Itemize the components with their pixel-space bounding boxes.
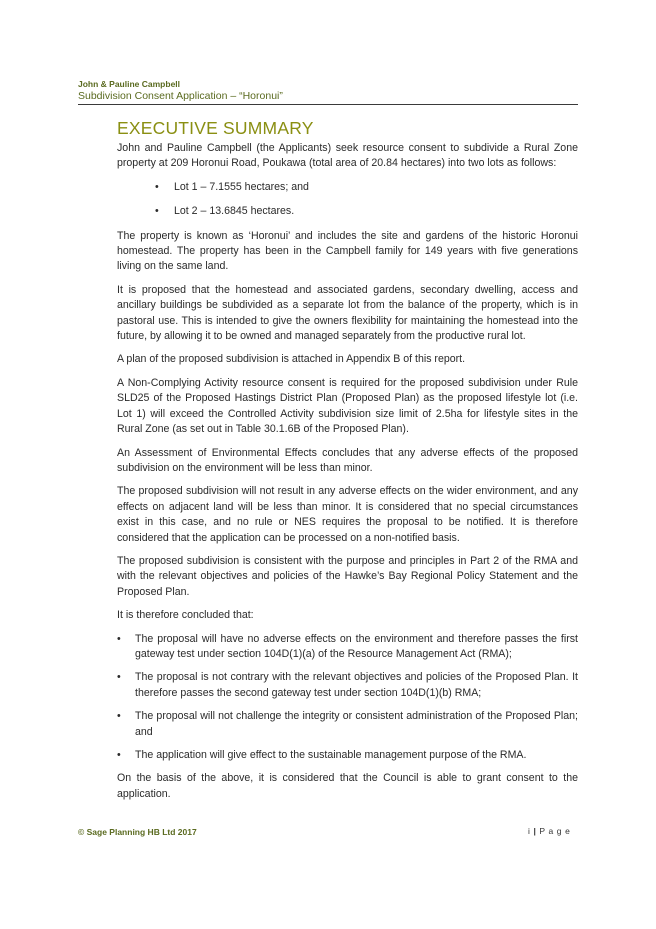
- closing-paragraph: On the basis of the above, it is considered that the Council is able to grant consent to the application.: [117, 772, 578, 800]
- paragraph: A plan of the proposed subdivision is attached in Appendix B of this report.: [117, 353, 466, 366]
- paragraph: The proposed subdivision is consistent with the purpose and principles in Part 2 of the RMA and with the relevant objectives and policies of the Hawke’s Bay Regional Policy Statement and the Proposed Plan.: [117, 554, 578, 598]
- list-item: [117, 709, 578, 740]
- page-separator: |: [533, 826, 537, 836]
- footer-page-number: [528, 826, 570, 836]
- lots-list: [117, 180, 578, 220]
- paragraph: It is therefore concluded that:: [117, 609, 254, 622]
- paragraph: The proposed subdivision will not result in any adverse effects on the wider environment, and any effects on adjacent land will be less than minor. It is considered that no special circumstances exist in this case, and no rule or NES requires the proposal to be notified. It is therefore considered that the application can be processed on a non-notified basis.: [117, 485, 578, 544]
- section-heading: EXECUTIVE SUMMARY: [117, 118, 314, 138]
- conclusion-text: The proposal will not challenge the integrity or consistent administration of the Proposed Plan; and: [135, 710, 578, 738]
- bullet-icon: •: [155, 205, 159, 218]
- list-item: [117, 632, 578, 663]
- header-author: John & Pauline Campbell: [78, 79, 181, 89]
- paragraph: The property is known as ‘Horonui’ and includes the site and gardens of the historic Horonui homestead. The property has been in the Campbell family for 149 years with five generations living on the same land.: [117, 229, 578, 273]
- intro-paragraph: John and Pauline Campbell (the Applicants) seek resource consent to subdivide a Rural Zone property at 209 Horonui Road, Poukawa (total area of 20.84 hectares) into two lots as follows:: [117, 142, 578, 170]
- bullet-icon: •: [117, 632, 121, 645]
- lot-text: Lot 1 – 7.1555 hectares; and: [174, 180, 309, 193]
- bullet-icon: •: [155, 180, 159, 193]
- conclusions-list: [117, 632, 578, 764]
- header-title: Subdivision Consent Application – “Horonui”: [78, 90, 283, 102]
- lot-text: Lot 2 – 13.6845 hectares.: [174, 205, 295, 218]
- page-label: P a g e: [539, 826, 571, 836]
- list-item: [117, 670, 578, 701]
- bullet-icon: •: [117, 710, 121, 723]
- paragraph: A Non-Complying Activity resource consent is required for the proposed subdivision under Rule SLD25 of the Proposed Hastings District Plan (Proposed Plan) as the proposed lifestyle lot (i.e. Lot 1) will exceed the Controlled Activity subdivision size limit of 2.5ha for lifestyle sites in the Rural Zone (as set out in Table 30.1.6B of the Proposed Plan).: [117, 376, 578, 436]
- page-number: i: [528, 826, 531, 836]
- executive-summary-section: [117, 118, 578, 810]
- list-item: [117, 204, 578, 219]
- list-item: [117, 180, 578, 195]
- paragraph: An Assessment of Environmental Effects concludes that any adverse effects of the proposed subdivision on the environment will be less than minor.: [117, 446, 578, 474]
- bullet-icon: •: [117, 671, 121, 684]
- header-divider: [78, 104, 578, 105]
- footer-copyright: © Sage Planning HB Ltd 2017: [78, 827, 197, 837]
- paragraph: It is proposed that the homestead and associated gardens, secondary dwelling, access and ancillary buildings be subdivided as a separate lot from the balance of the property, which is in pastoral use. This is intended to give the owners flexibility for maintaining the homestead into the future, by allowing it to be owned and managed separately from the productive rural lot.: [117, 283, 578, 343]
- bullet-icon: •: [117, 749, 121, 761]
- conclusion-text: The proposal is not contrary with the relevant objectives and policies of the Proposed Plan. It therefore passes the second gateway test under section 104D(1)(b) RMA;: [135, 671, 578, 699]
- conclusion-text: The proposal will have no adverse effects on the environment and therefore passes the first gateway test under section 104D(1)(a) of the Resource Management Act (RMA);: [135, 632, 578, 660]
- conclusion-text: The application will give effect to the sustainable management purpose of the RMA.: [135, 749, 527, 761]
- list-item: [117, 748, 578, 763]
